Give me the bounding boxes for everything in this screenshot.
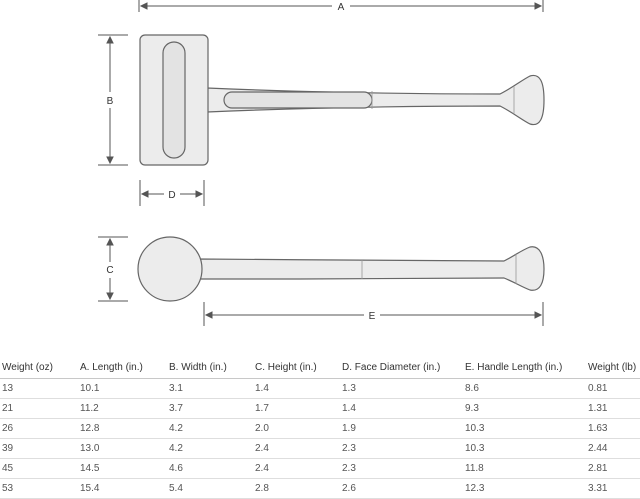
table-cell: 1.7 bbox=[253, 399, 340, 419]
hammer-face bbox=[138, 237, 202, 301]
table-cell: 2.4 bbox=[253, 459, 340, 479]
table-cell: 1.4 bbox=[253, 379, 340, 399]
table-cell: 13 bbox=[0, 379, 78, 399]
table-cell: 10.3 bbox=[463, 439, 586, 459]
col-handle-length: E. Handle Length (in.) bbox=[463, 357, 586, 379]
table-cell: 2.6 bbox=[340, 479, 463, 499]
col-width: B. Width (in.) bbox=[167, 357, 253, 379]
table-cell: 2.44 bbox=[586, 439, 640, 459]
table-cell: 11.2 bbox=[78, 399, 167, 419]
top-handle bbox=[198, 247, 544, 291]
hammer-side-view bbox=[140, 35, 544, 165]
table-cell: 1.63 bbox=[586, 419, 640, 439]
table-cell: 12.8 bbox=[78, 419, 167, 439]
table-cell: 2.3 bbox=[340, 439, 463, 459]
table-cell: 4.6 bbox=[167, 459, 253, 479]
table-cell: 13.0 bbox=[78, 439, 167, 459]
table-cell: 39 bbox=[0, 439, 78, 459]
table-cell: 1.9 bbox=[340, 419, 463, 439]
table-row bbox=[0, 379, 640, 399]
table-cell: 4.2 bbox=[167, 439, 253, 459]
col-height: C. Height (in.) bbox=[253, 357, 340, 379]
table-cell: 21 bbox=[0, 399, 78, 419]
col-weight-oz: Weight (oz) bbox=[0, 357, 78, 379]
specs-table bbox=[0, 357, 640, 499]
col-length: A. Length (in.) bbox=[78, 357, 167, 379]
table-cell: 26 bbox=[0, 419, 78, 439]
table-cell: 1.3 bbox=[340, 379, 463, 399]
table-cell: 14.5 bbox=[78, 459, 167, 479]
table-cell: 5.4 bbox=[167, 479, 253, 499]
table-cell: 3.1 bbox=[167, 379, 253, 399]
table-cell: 2.0 bbox=[253, 419, 340, 439]
table-cell: 12.3 bbox=[463, 479, 586, 499]
table-cell: 53 bbox=[0, 479, 78, 499]
col-face-diameter: D. Face Diameter (in.) bbox=[340, 357, 463, 379]
table-cell: 9.3 bbox=[463, 399, 586, 419]
head-slot bbox=[163, 42, 185, 158]
table-row bbox=[0, 399, 640, 419]
label-b: B bbox=[106, 96, 114, 107]
table-header-row bbox=[0, 357, 640, 379]
table-cell: 10.1 bbox=[78, 379, 167, 399]
col-weight-lb: Weight (lb) bbox=[586, 357, 640, 379]
table-cell: 1.4 bbox=[340, 399, 463, 419]
table-cell: 45 bbox=[0, 459, 78, 479]
table-cell: 2.3 bbox=[340, 459, 463, 479]
table-row bbox=[0, 459, 640, 479]
grip-slot bbox=[224, 92, 372, 108]
table-cell: 2.8 bbox=[253, 479, 340, 499]
table-cell: 11.8 bbox=[463, 459, 586, 479]
label-c: C bbox=[106, 265, 114, 276]
table-cell: 10.3 bbox=[463, 419, 586, 439]
table-cell: 3.31 bbox=[586, 479, 640, 499]
table-row bbox=[0, 419, 640, 439]
label-d: D bbox=[168, 190, 176, 201]
hammer-top-view bbox=[138, 237, 544, 301]
table-cell: 15.4 bbox=[78, 479, 167, 499]
table-cell: 8.6 bbox=[463, 379, 586, 399]
label-e: E bbox=[368, 311, 376, 322]
table-cell: 2.81 bbox=[586, 459, 640, 479]
table-cell: 1.31 bbox=[586, 399, 640, 419]
label-a: A bbox=[337, 2, 345, 13]
table-row bbox=[0, 439, 640, 459]
table-cell: 4.2 bbox=[167, 419, 253, 439]
table-cell: 0.81 bbox=[586, 379, 640, 399]
table-cell: 2.4 bbox=[253, 439, 340, 459]
table-cell: 3.7 bbox=[167, 399, 253, 419]
